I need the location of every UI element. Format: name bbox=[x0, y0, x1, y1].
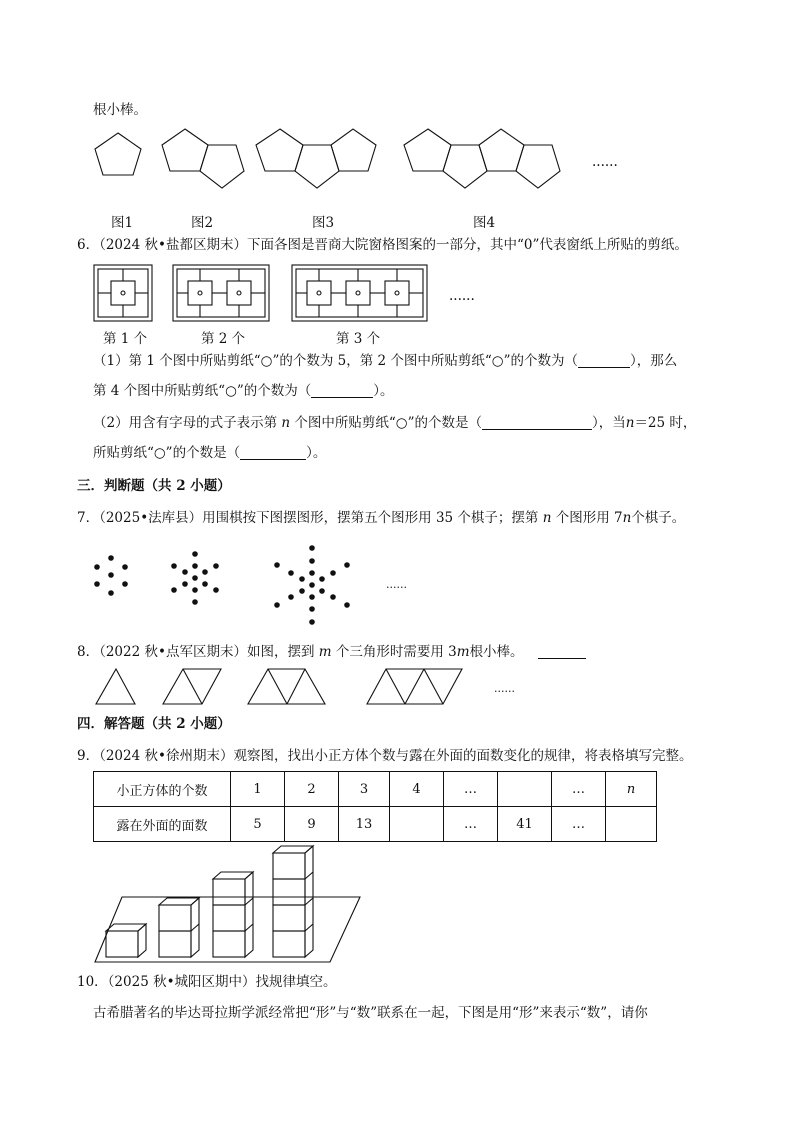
section-4-heading: 四．解答题（共 2 小题） bbox=[77, 716, 231, 732]
caption-fig4: 图4 bbox=[473, 215, 496, 231]
pentagon-4-4 bbox=[516, 145, 560, 188]
q7-ellipsis: ...... bbox=[386, 578, 407, 591]
pentagon-2-2 bbox=[200, 145, 244, 188]
table-cell: 1 bbox=[231, 772, 285, 807]
caption-3: 第 3 个 bbox=[336, 331, 381, 347]
table-cell: 露在外面的面数 bbox=[94, 807, 231, 842]
text: ），当 bbox=[591, 415, 626, 431]
judge-blank[interactable] bbox=[538, 644, 586, 659]
text: 个图中所贴剪纸“○”的个数是（ bbox=[294, 415, 482, 431]
table-row bbox=[94, 772, 657, 807]
table-cell: … bbox=[552, 772, 606, 807]
table-cell: 3 bbox=[339, 772, 390, 807]
text: （1）第 1 个图中所贴剪纸“○”的个数为 5，第 2 个图中所贴剪纸“○”的个数为（ bbox=[93, 353, 578, 369]
q7-stem bbox=[77, 509, 685, 527]
table-cell: 2 bbox=[285, 772, 339, 807]
q6-stem: 6．（2024 秋•盐都区期末）下面各图是晋商大院窗格图案的一部分，其中“0”代表窗纸上所贴的剪纸。 bbox=[77, 237, 688, 253]
caption-1: 第 1 个 bbox=[103, 331, 148, 347]
table-cell: 9 bbox=[285, 807, 339, 842]
pentagon-3-1 bbox=[256, 129, 303, 171]
variable: n bbox=[622, 510, 632, 526]
table-cell: 13 bbox=[339, 807, 390, 842]
table-cell: … bbox=[444, 772, 498, 807]
variable: m bbox=[318, 644, 332, 660]
pentagon-4-3 bbox=[479, 129, 524, 171]
pentagon-3-2 bbox=[295, 145, 339, 188]
text: 8．（2022 秋•点军区期末）如图，摆到 bbox=[77, 644, 315, 660]
variable: n bbox=[281, 415, 291, 431]
q8-ellipsis: ...... bbox=[494, 682, 515, 695]
pentagon-2-1 bbox=[162, 129, 208, 171]
table-cell: 5 bbox=[231, 807, 285, 842]
pentagon-figures bbox=[0, 0, 794, 200]
cube-stacks-figure bbox=[0, 835, 794, 975]
answer-blank[interactable] bbox=[578, 353, 630, 368]
caption-fig1: 图1 bbox=[111, 215, 134, 231]
table-cell: … bbox=[552, 807, 606, 842]
q6-part2-line1 bbox=[93, 414, 696, 432]
text: ＝25 时， bbox=[634, 415, 697, 431]
variable: m bbox=[456, 644, 470, 660]
q5-ellipsis: ...... bbox=[592, 154, 618, 170]
text: （2）用含有字母的式子表示第 bbox=[93, 415, 278, 431]
caption-fig3: 图3 bbox=[312, 215, 335, 231]
pentagon-1-1 bbox=[95, 133, 141, 175]
pentagon-4-1 bbox=[404, 129, 451, 171]
q6-part1-line2 bbox=[93, 382, 394, 400]
caption-2: 第 2 个 bbox=[201, 331, 246, 347]
caption-fig2: 图2 bbox=[191, 215, 214, 231]
continued-line: 根小棒。 bbox=[93, 102, 147, 118]
variable: n bbox=[625, 415, 635, 431]
q10-stem: 10．（2025 秋•城阳区期中）找规律填空。 bbox=[77, 974, 337, 990]
variable: n bbox=[542, 510, 552, 526]
section-3-heading: 三．判断题（共 2 小题） bbox=[77, 478, 231, 494]
pentagon-4-2 bbox=[443, 145, 487, 188]
text: 个三角形时需要用 3 bbox=[335, 644, 457, 660]
table-cell[interactable] bbox=[498, 772, 552, 807]
answer-blank[interactable] bbox=[311, 383, 373, 398]
text: 个棋子。 bbox=[631, 510, 686, 526]
q6-ellipsis: ...... bbox=[449, 288, 475, 304]
q10-line2: 古希腊著名的毕达哥拉斯学派经常把“形”与“数”联系在一起，下图是用“形”来表示“数”，请你 bbox=[93, 1005, 648, 1021]
table-cell: 41 bbox=[498, 807, 552, 842]
table-cell: n bbox=[606, 772, 657, 807]
pentagon-3-3 bbox=[331, 129, 376, 171]
triangle-stick-figures bbox=[0, 666, 794, 716]
table-cell: … bbox=[444, 807, 498, 842]
text: ）。 bbox=[373, 383, 394, 399]
table-cell: 小正方体的个数 bbox=[94, 772, 231, 807]
q6-part1-line1 bbox=[93, 352, 677, 370]
text: 根小棒。 bbox=[469, 644, 524, 660]
answer-blank[interactable] bbox=[240, 445, 306, 460]
text: ），那么 bbox=[629, 353, 678, 369]
q8-stem bbox=[77, 643, 586, 661]
q9-stem: 9．（2024 秋•徐州期末）观察图，找出小正方体个数与露在外面的面数变化的规律，将表格填写完整。 bbox=[77, 748, 693, 764]
cube-face-table bbox=[93, 771, 657, 842]
table-cell: 4 bbox=[390, 772, 444, 807]
answer-blank[interactable] bbox=[482, 415, 592, 430]
text: 所贴剪纸“○”的个数是（ bbox=[93, 445, 241, 461]
text: 第 4 个图中所贴剪纸“○”的个数为（ bbox=[93, 383, 312, 399]
text: 7．（2025•法库县）用围棋按下图摆图形，摆第五个图形用 35 个棋子；摆第 bbox=[77, 510, 539, 526]
q6-part2-line2 bbox=[93, 444, 326, 462]
text: 个图形用 7 bbox=[555, 510, 623, 526]
text: ）。 bbox=[306, 445, 327, 461]
